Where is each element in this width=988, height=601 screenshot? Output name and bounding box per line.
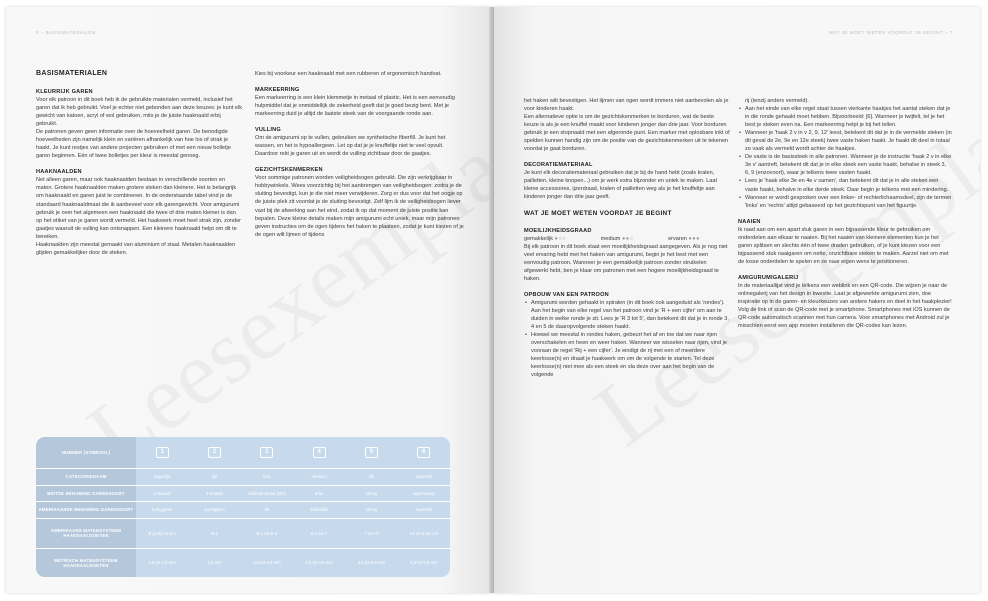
table-row <box>36 469 450 486</box>
table-cell: fijn <box>188 469 240 486</box>
heading-amigurumigalerij: AMIGURUMIGALERIJ <box>738 274 799 281</box>
yarn-symbol-6: 6 <box>417 447 430 458</box>
left-running-head: 8 – BASISMATERIALEN <box>36 30 96 35</box>
table-row <box>36 519 450 549</box>
heading-decoratiemateriaal: DECORATIEMATERIAAL <box>524 162 593 169</box>
table-row <box>36 486 450 503</box>
row-label: METRISCH MATENSYSTEEM HAAKNAALDOKTEN <box>36 549 136 577</box>
table-row <box>36 502 450 519</box>
paragraph: rij (tenzij anders vermeld). <box>745 98 809 104</box>
paragraph: Om de amigurumi op te vullen, gebruiken we synthetische fiberfill. Je kunt het wassen, en het is hypoallergeen. Let op dat je je knuffeltje niet te veel opvult. Daardoor rekt je garen uit en wordt de vulling zichtbaar door de gaatjes. <box>255 135 446 158</box>
grade-medium-dots: ●●○ <box>621 235 634 242</box>
table-cell: B (ook) tot B-1 <box>136 519 188 549</box>
table-header-row <box>36 437 450 469</box>
row-label: BRITSE BENAMING GARENSOORT <box>36 486 136 503</box>
table-cell: dubbeldik <box>293 502 345 519</box>
table-cell: E-4 tot 7 <box>293 519 345 549</box>
table-cell: 2,5 mm <box>207 560 222 566</box>
paragraph: Net alleen garen, maar ook haaknaalden bestaan in verschillende soorten en maten. Grotere haaknaalden maken grotere steken dan kleinere. Het is belangrijk om haaknaald en garen juist te combineren. In de onderstaande tabel vind je de standaard haaknaaldmaat die ik aanbeveel voor elk garengewicht. Voor amigurumi gebruik je over het algemeen een haaknaald die twee of drie maten kleiner is dan op het etiket van je garen wordt vermeld. Het haakwerk moet heel strak zijn, zonder gaatjes waaruit de vulling kan ontsnappen. Een kleinere haaknaald helpt om dit te bereiken. <box>36 177 242 240</box>
table-cell: superdik <box>398 502 450 519</box>
yarn-symbol-3: 3 <box>260 447 273 458</box>
list-item: • Aan het einde van elke regel staat tussen vierkante haakjes het aantal steken dat je in die ronde gehaakt moet hebben. Bijvoorbeeld: [6]. Wanneer je twijfelt, tel je het best je steken even na. Een markeerring helpt je bij het tellen. <box>745 105 952 129</box>
table-cell: 4-draads <box>188 486 240 503</box>
grade-hard-label: ervaren <box>668 235 687 242</box>
table-cell: 4,5 tot 5,5 mm <box>357 560 386 566</box>
heading-markeerring: MARKEERRING <box>255 87 300 94</box>
table-cell: medium <box>293 469 345 486</box>
table-cell: 5,5 tot 6,5 mm <box>410 560 438 566</box>
table-cell: superdik <box>398 469 450 486</box>
table-cell: stevig <box>345 502 397 519</box>
table-cell: dubbele draad (DK) <box>241 486 293 503</box>
paragraph: Haaknaalden zijn meestal gemaakt van aluminium of staal. Metalen haaknaalden glijden gemakkelijker door de steken. <box>36 241 236 256</box>
paragraph: het haken wilt bevestigen. Het lijmen van ogen wordt immers niet aanbevolen als je voor kinderen haakt. <box>524 98 729 113</box>
table-cell: B-1 tot E-4 <box>241 519 293 549</box>
paragraph: Ik raad aan om een apart stuk garen in een bijpassende kleur te gebruiken om onderdelen aan elkaar te naaien. Bij het naaien van kleinere elementen kun je het garen splitsen en slechts één of twee draden gebruiken, of je kunt kiezen voor een bijpassend stuk naaigaren om nette, onzichtbare steken te maken. Aarzel niet om met de losse onderdelen te spelen en ze naar eigen wens te positioneren. <box>738 226 949 265</box>
yarn-hook-table <box>36 437 450 577</box>
table-cell: 2,5 tot 3,5 mm <box>253 560 281 566</box>
table-cell: I-9 tot K-10 1/2 <box>398 519 450 549</box>
table-cell: aran <box>293 486 345 503</box>
grade-medium-label: medium <box>600 235 621 242</box>
grade-easy-label: gemakkelijk <box>524 235 553 242</box>
table-cell: 7 tot I-9 <box>345 519 397 549</box>
section-title: WAT JE MOET WETEN VOORDAT JE BEGINT <box>524 209 672 217</box>
table-cell: superstevig <box>398 486 450 503</box>
list-item: • Hoewel we meestal in rondes haken, gebeurt het af en toe dat we naar rijen overschakelen en heen en weer haken. Wanneer we wisselen naar rijen, vind je vooraan de regel 'Rij + een cijfer'. Je eindigt de rij met een of meerdere keerlosse(n) en draait je haakwerk om om de volgende te starten. Tel deze keerlosse(n) niet mee als een steek en sla deze over aan het begin van de volgende <box>531 331 730 379</box>
table-header-label: NUMMER (SYMBOOL) <box>36 437 136 469</box>
paragraph: Een alternatieve optie is om de gezichtskenmerken te borduren, wat de beste keuze is als je een knuffel maakt voor kinderen jonger dan drie jaar. Voor borduren gebruik je een stopnaald met een afgeronde punt. Een marker met oplosbare inkt of spelden kunnen handig zijn om de positie van de gezichtskenmerken uit te tekenen voordat je gaat borduren. <box>524 114 730 153</box>
right-column-1 <box>524 97 730 379</box>
list-item: • Wanneer je 'haak 2 v in v 2, 9, 12' leest, betekent dit dat je in de vermelde steken (in dit geval de 2e, 9e en 12e steek) twee vaste haken haakt. Je haakt dit deel in totaal zo vaak als vermeld wordt achter de haakjes. <box>745 129 952 153</box>
list-item: • De vaste is de basissteek in alle patronen. Wanneer je de instructie 'haak 2 v in elke 3e v' aantreft, betekent dit dat je in elke steek een vaste haakt, behalve in steek 3, 6, 9 (enzovoort), waar je telkens twee vasten haakt. <box>745 153 952 177</box>
heading-opbouw: OPBOUW VAN EEN PATROON <box>524 291 609 298</box>
paragraph: De patronen geven geen informatie over de hoeveelheid garen. De benodigde hoeveelheden zijn namelijk klein en variëren afhankelijk van hoe los of strak je haakt. Je kunt restjes van andere projecten gebruiken of met een nieuw bolletje garen beginnen. Eén of twee bolletjes per kleur is meestal genoeg. <box>36 129 231 160</box>
row-label: AMERIKAANS MATENSYSTEEM HAAKNAALDOKTEN <box>36 519 136 549</box>
heading-vulling: VULLING <box>255 127 281 134</box>
yarn-symbol-5: 5 <box>365 447 378 458</box>
table-cell: sportgaren <box>188 502 240 519</box>
table-cell: 3-draads <box>136 486 188 503</box>
paragraph: Je kunt elk decoratiemateriaal gebruiken dat je bij de hand hebt (zoals kralen, pailletten, kleine knopen...) om je werk extra bijzonder en uniek te maken. Laat kleine accessoires, ijzerdraad, kralen of pailletten weg als je het knuffeltje aan kinderen jonger dan drie jaar geeft. <box>524 170 718 201</box>
paragraph: Voor elk patroon in dit boek heb ik de gebruikte materialen vermeld, inclusief het garen dat ik heb gebruikt. Voel je echter niet gebonden aan deze keuzes: je kunt elk gewicht van katoen, acryl of wol gebruiken, mits je de juiste haaknaald erbij gebruikt. <box>36 97 242 128</box>
yarn-symbol-4: 4 <box>313 447 326 458</box>
table-cell: dik <box>345 469 397 486</box>
table-cell: dk <box>241 502 293 519</box>
left-column-2 <box>255 70 464 239</box>
page-title: BASISMATERIALEN <box>36 70 108 77</box>
pattern-notes-list <box>738 105 952 210</box>
paragraph: In de materiaallijst vind je telkens een weblink en een QR-code. Die wijzen je naar de onlinegalerij van het design in kwestie. Laat je afgewerkte amigurumi zien, doe inspiratie op in de garen- en kleurkeuzes van andere hakers en deel in het haakplezier! Volg de link of scan de QR-code met je smartphone. Smartphones met iOS kunnen de QR-code automatisch scannen met hun camera. Voor smartphones met Android zul je misschien eerst een app moeten installeren die QR-codes kan lezen. <box>738 282 952 330</box>
table-row <box>36 549 450 577</box>
yarn-symbol-2: 2 <box>208 447 221 458</box>
heading-gezichtskenmerken: GEZICHTSKENMERKEN <box>255 167 323 174</box>
paragraph: Kies bij voorkeur een haaknaald met een rubberen of ergonomisch handvat. <box>255 71 442 77</box>
table-cell: 3,5 tot 4,5 mm <box>305 560 333 566</box>
left-column-1 <box>36 70 243 257</box>
opbouw-list <box>524 299 730 379</box>
paragraph: Een markeerring is een klein klemmetje in metaal of plastic. Het is een eenvoudig hulpmiddel dat je onmiddellijk de zekerheid geeft dat je goed bezig bent. Met je markeerring duid je altijd de laatste steek van de voorgaande ronde aan. <box>255 95 455 118</box>
list-item: • Amigurumi worden gehaakt in spiralen (in dit boek ook aangeduid als 'rondes'). Aan het begin van elke regel van het patroon vind je 'R + een cijfer' om aan te duiden in welke ronde je zit. Lees je 'R 3 tot 5', dan betekent dit dat je in ronde 3, 4 en 5 de daaropvolgende steken haakt. <box>531 299 730 331</box>
left-page <box>6 7 492 593</box>
grade-hard-dots: ●●● <box>688 235 700 242</box>
right-running-head: WAT JE MOET WETEN VOORDAT JE BEGINT – 7 <box>828 30 953 35</box>
table-cell: B-1 <box>188 519 240 549</box>
paragraph: Bij elk patroon in dit boek staat een moeilijkheidsgraad aangegeven. Als je nog niet veel ervaring hebt met het haken van amigurumi, begin je het best met een eenvoudig patroon. Wanneer je een gemakkelijk patroon zonder struikelen afgewerkt hebt, ben je klaar om patronen met een hogere moeilijkheidsgraad te haken. <box>524 243 728 282</box>
list-item: • Wanneer er wordt gesproken over een linker- of rechterlichaamsdeel, zijn de termen 'links' en 'rechts' altijd gebaseerd op het gezichtspunt van het figuurtje. <box>745 194 952 210</box>
table-cell: 1,5 tot 2,5 mm <box>148 560 176 566</box>
table-cell: stevig <box>345 486 397 503</box>
heading-haaknaalden: HAAKNAALDEN <box>36 169 82 176</box>
paragraph: Voor sommige patronen worden veiligheidsogen gebruikt. Die zijn verkrijgbaar in hobbywinkels. Wees voorzichtig bij het aanbrengen van veiligheidsogen: zodra je de sluiting bevestigt, kun je die niet meer verwijderen. Zorg er dus voor dat het oogje op de juiste plek zit voordat je de sluiting bevestigt. Zelf lijm ik de veiligheidsogen liever vast bij de afwerking aan het eind, zodat ik op dat moment de juiste positie kan bepalen. Deze kleine details maken mijn amigurumi echt uniek, maar mijn patronen geven instructies om de ogen tijdens het haken te plaatsen, zodat je kunt kiezen of je de ogen wilt lijmen of tijdens <box>255 175 464 238</box>
table-cell: superfijn <box>136 469 188 486</box>
row-label: CATEGORIENAAM <box>36 469 136 486</box>
yarn-symbol-1: 1 <box>156 447 169 458</box>
heading-moeilijkheidsgraad: MOEILIJKHEIDSGRAAD <box>524 227 592 234</box>
difficulty-legend <box>524 235 700 243</box>
table-cell: licht <box>241 469 293 486</box>
right-page <box>494 7 980 593</box>
table-cell: babygaren <box>136 502 188 519</box>
right-column-2 <box>738 97 952 330</box>
heading-naaien: NAAIEN <box>738 218 761 225</box>
grade-easy-dots: ●○○ <box>554 235 567 242</box>
heading-kleurrijk-garen: KLEURRIJK GAREN <box>36 89 93 95</box>
list-item: • Lees je 'haak elke 3e en 4e v samen', dan betekent dit dat je in alle steken een vaste haakt, behalve in elke derde steek. Daar begin je telkens met een mindering. <box>745 177 952 193</box>
row-label: AMERIKAANSE BENAMING GARENSOORT <box>36 502 136 519</box>
